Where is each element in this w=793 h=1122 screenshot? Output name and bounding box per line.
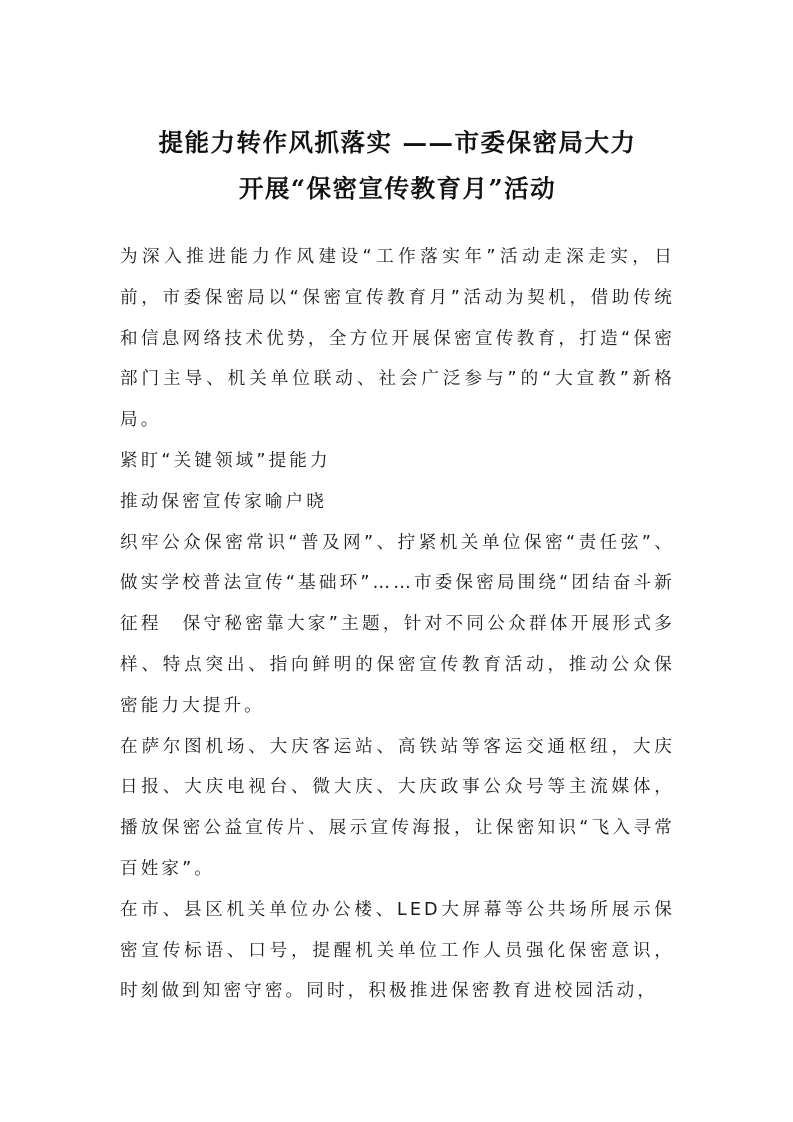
document-title [120,120,675,212]
paragraph-offices-campus: 在市、县区机关单位办公楼、LED大屏幕等公共场所展示保密宣传标语、口号，提醒机关单位工作人员强化保密意识，时刻做到知密守密。同时，积极推进保密教育进校园活动， [120,899,675,1002]
paragraph-transport-media: 在萨尔图机场、大庆客运站、高铁站等客运交通枢纽，大庆日报、大庆电视台、微大庆、大庆政事公众号等主流媒体，播放保密公益宣传片、展示宣传海报，让保密知识“飞入寻常百姓家”。 [120,736,675,879]
title-line-2: 开展“保密宣传教育月”活动 [238,174,557,203]
subheading-key-areas: 紧盯“关键领域”提能力 [120,450,331,471]
subheading-publicity: 推动保密宣传家喻户晓 [120,491,327,512]
title-line-1: 提能力转作风抓落实 ——市委保密局大力 [158,128,637,157]
paragraph-public-awareness: 织牢公众保密常识“普及网”、拧紧机关单位保密“责任弦”、做实学校普法宣传“基础环”……市委保密局围绕“团结奋斗新征程 保守秘密靠大家”主题，针对不同公众群体开展形式多样、特点突出、指向鲜明的保密宣传教育活动，推动公众保密能力大提升。 [120,532,675,716]
document-body [120,237,675,1012]
paragraph-intro: 为深入推进能力作风建设“工作落实年”活动走深走实，日前，市委保密局以“保密宣传教育月”活动为契机，借助传统和信息网络技术优势，全方位开展保密宣传教育，打造“保密部门主导、机关单位联动、社会广泛参与”的“大宣教”新格局。 [120,247,675,431]
